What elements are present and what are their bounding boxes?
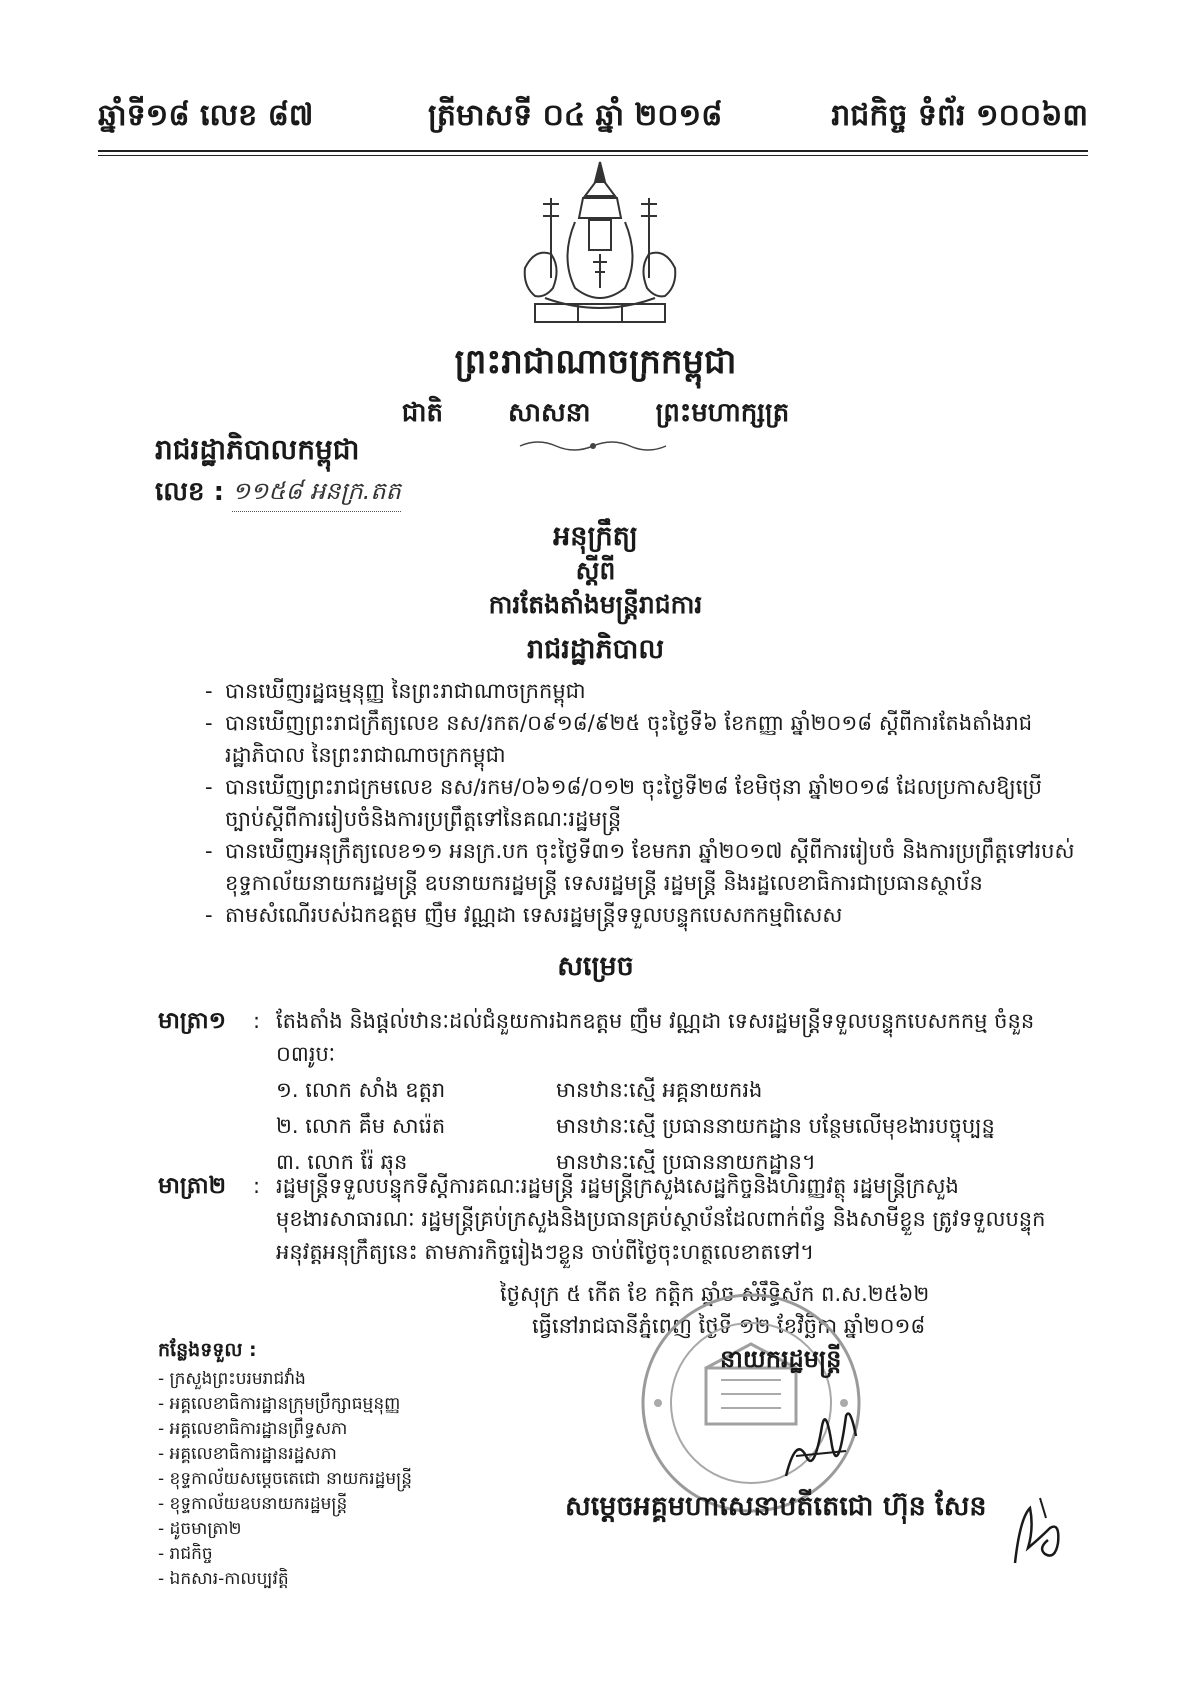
header-rule (98, 150, 1088, 156)
appointee-name: ១. លោក សាំង ឧត្តរា (276, 1078, 446, 1102)
article-2: មាត្រា២ : រដ្ឋមន្ត្រីទទួលបន្ទុកទីស្តីការគណៈរដ្ឋមន្ត្រី រដ្ឋមន្ត្រីក្រសួងសេដ្ឋកិច្ចនិងហិរញ្ញវត្ថុ រដ្ឋមន្ត្រីក្រសួងមុខងារសាធារណៈ រដ្ឋមន្ត្រីគ្រប់ក្រសួងនិងប្រធានគ្រប់ស្ថាប័នដែលពាក់ព័ន្ធ និងសាមីខ្លួន ត្រូវទទួលបន្ទុកអនុវត្តអនុក្រឹត្យនេះ តាមភារកិច្ចរៀងៗខ្លួន ចាប់ពីថ្ងៃចុះហត្ថលេខាតទៅ។ (158, 1170, 1078, 1269)
list-item: - បានឃើញរដ្ឋធម្មនុញ្ញ នៃព្រះរាជាណាចក្រកម្ពុជា (205, 679, 586, 703)
number-label: លេខ : (155, 477, 224, 507)
document-type: អនុក្រឹត្យ (553, 521, 638, 552)
motto-religion: សាសនា (508, 398, 591, 428)
list-item: - បានឃើញព្រះរាជក្រមលេខ នស/រកម/០៦១៨/០១២ ចុះថ្ងៃទី២៨ ខែមិថុនា ឆ្នាំ២០១៨ ដែលប្រកាសឱ្យប្រើច្បាប់ស្តីពីការរៀបចំនិងការប្រព្រឹត្តទៅនៃគណៈរដ្ឋមន្ត្រី (205, 775, 1042, 831)
initials-icon (1000, 1488, 1080, 1568)
appointee-name: ៣. លោក រ៉ែ ឆុន (276, 1150, 408, 1174)
list-item: - ឯកសារ-កាលប្បវត្តិ (158, 1569, 289, 1589)
signatory-name: សម្តេចអគ្គមហាសេនាបតីតេជោ ហ៊ុន សែន (565, 1491, 987, 1522)
appointee-list (276, 1072, 1076, 1180)
list-item: - អគ្គលេខាធិការដ្ឋានរដ្ឋសភា (158, 1444, 337, 1464)
issuing-government: រាជរដ្ឋាភិបាលកម្ពុជា (155, 433, 360, 466)
signatory-title: នាយករដ្ឋមន្ត្រី (720, 1345, 842, 1373)
appointee-rank: មានឋានៈស្មើ ប្រធាននាយកដ្ឋាន បន្ថែមលើមុខងារបច្ចុប្បន្ន (556, 1114, 995, 1138)
document-subject: ការតែងតាំងមន្ត្រីរាជការ (488, 590, 703, 619)
divider-ornament-icon (518, 438, 668, 454)
header-page-number: រាជកិច្ច ទំព័រ ១០០៦៣ (831, 98, 1088, 133)
motto-nation: ជាតិ (401, 398, 443, 428)
list-item: - រាជកិច្ច (158, 1544, 213, 1564)
article-label: មាត្រា២ (158, 1173, 227, 1199)
article-1: មាត្រា១ : តែងតាំង និងផ្តល់ឋានៈដល់ជំនួយការឯកឧត្តម ញឹម វណ្ណដា ទេសរដ្ឋមន្ត្រីទទួលបន្ទុកបេសកកម្ម ចំនួន ០៣រូបៈ (158, 1005, 1078, 1071)
title-regarding: ស្តីពី (575, 556, 616, 585)
list-item: - បានឃើញព្រះរាជក្រឹត្យលេខ នស/រកត/០៩១៨/៩២៥ ចុះថ្ងៃទី៦ ខែកញ្ញា ឆ្នាំ២០១៨ ស្តីពីការតែងតាំងរាជរដ្ឋាភិបាល នៃព្រះរាជាណាចក្រកម្ពុជា (205, 711, 1033, 767)
gazette-header (98, 96, 1088, 140)
issuing-body: រាជរដ្ឋាភិបាល (526, 634, 665, 665)
list-item: - ខុទ្ទកាល័យឧបនាយករដ្ឋមន្ត្រី (158, 1494, 348, 1514)
recipients-title: កន្លែងទទួល : (158, 1339, 257, 1361)
article-text: រដ្ឋមន្ត្រីទទួលបន្ទុកទីស្តីការគណៈរដ្ឋមន្ត្រី រដ្ឋមន្ត្រីក្រសួងសេដ្ឋកិច្ចនិងហិរញ្ញវត្ថុ រដ្ឋមន្ត្រីក្រសួងមុខងារសាធារណៈ រដ្ឋមន្ត្រីគ្រប់ក្រសួងនិងប្រធានគ្រប់ស្ថាប័នដែលពាក់ព័ន្ធ និងសាមីខ្លួន ត្រូវទទួលបន្ទុកអនុវត្តអនុក្រឹត្យនេះ តាមភារកិច្ចរៀងៗខ្លួន ចាប់ពីថ្ងៃចុះហត្ថលេខាតទៅ។ (276, 1174, 1046, 1264)
appointee-rank: មានឋានៈស្មើ ប្រធាននាយកដ្ឋាន។ (556, 1150, 816, 1174)
recipients-list (158, 1338, 412, 1592)
list-item: - ដូចមាត្រា២ (158, 1519, 242, 1539)
article-text: តែងតាំង និងផ្តល់ឋានៈដល់ជំនួយការឯកឧត្តម ញឹម វណ្ណដា ទេសរដ្ឋមន្ត្រីទទួលបន្ទុកបេសកកម្ម ចំនួន ០៣រូបៈ (276, 1009, 1035, 1066)
signature-icon (776, 1396, 866, 1486)
royal-emblem-icon (505, 158, 695, 338)
list-item: - ខុទ្ទកាល័យសម្តេចតេជោ នាយករដ្ឋមន្ត្រី (158, 1469, 413, 1489)
header-quarter: ត្រីមាសទី ០៤ ឆ្នាំ ២០១៨ (428, 98, 723, 133)
appointee-rank: មានឋានៈស្មើ អគ្គនាយករង (556, 1078, 763, 1102)
list-item (276, 1072, 1076, 1108)
header-issue: ឆ្នាំទី១៨ លេខ ៨៧ (98, 98, 314, 133)
motto-king: ព្រះមហាក្សត្រ (655, 398, 790, 428)
list-item: - បានឃើញអនុក្រឹត្យលេខ១១ អនក្រ.បក ចុះថ្ងៃទី៣១ ខែមករា ឆ្នាំ២០១៧ ស្តីពីការរៀបចំ និងការប្រព្រឹត្តទៅរបស់ខុទ្ទកាល័យនាយករដ្ឋមន្ត្រី ឧបនាយករដ្ឋមន្ត្រី ទេសរដ្ឋមន្ត្រី រដ្ឋមន្ត្រី និងរដ្ឋលេខាធិការជាប្រធានស្ថាប័ន (205, 839, 1075, 895)
signing-date: ធ្វើនៅរាជធានីភ្នំពេញ ថ្ងៃទី ១២ ខែវិច្ឆិកា ឆ្នាំ២០១៨ (532, 1314, 926, 1338)
considerations-list (205, 675, 1075, 931)
lunar-date: ថ្ងៃសុក្រ ៥ កើត ខែ កត្តិក ឆ្នាំច សំរឹទ្ធិស័ក ព.ស.២៥៦២ (500, 1282, 930, 1306)
list-item (276, 1108, 1076, 1144)
list-item: - អគ្គលេខាធិការដ្ឋានព្រឹទ្ធសភា (158, 1419, 348, 1439)
decision-heading: សម្រេច (557, 951, 634, 982)
document-number: ១១៥៨ អនក្រ.តត (232, 476, 401, 512)
article-label: មាត្រា១ (158, 1008, 227, 1034)
list-item: - ក្រសួងព្រះបរមរាជវាំង (158, 1369, 306, 1389)
list-item: - អគ្គលេខាធិការដ្ឋានក្រុមប្រឹក្សាធម្មនុញ្ញ (158, 1394, 401, 1414)
national-motto (0, 396, 1191, 434)
kingdom-name: ព្រះរាជាណាចក្រកម្ពុជា (454, 342, 737, 382)
list-item: - តាមសំណើរបស់ឯកឧត្តម ញឹម វណ្ណដា ទេសរដ្ឋមន្ត្រីទទួលបន្ទុកបេសកកម្មពិសេស (205, 903, 843, 927)
appointee-name: ២. លោក គឹម សារ៉េត (276, 1114, 446, 1138)
